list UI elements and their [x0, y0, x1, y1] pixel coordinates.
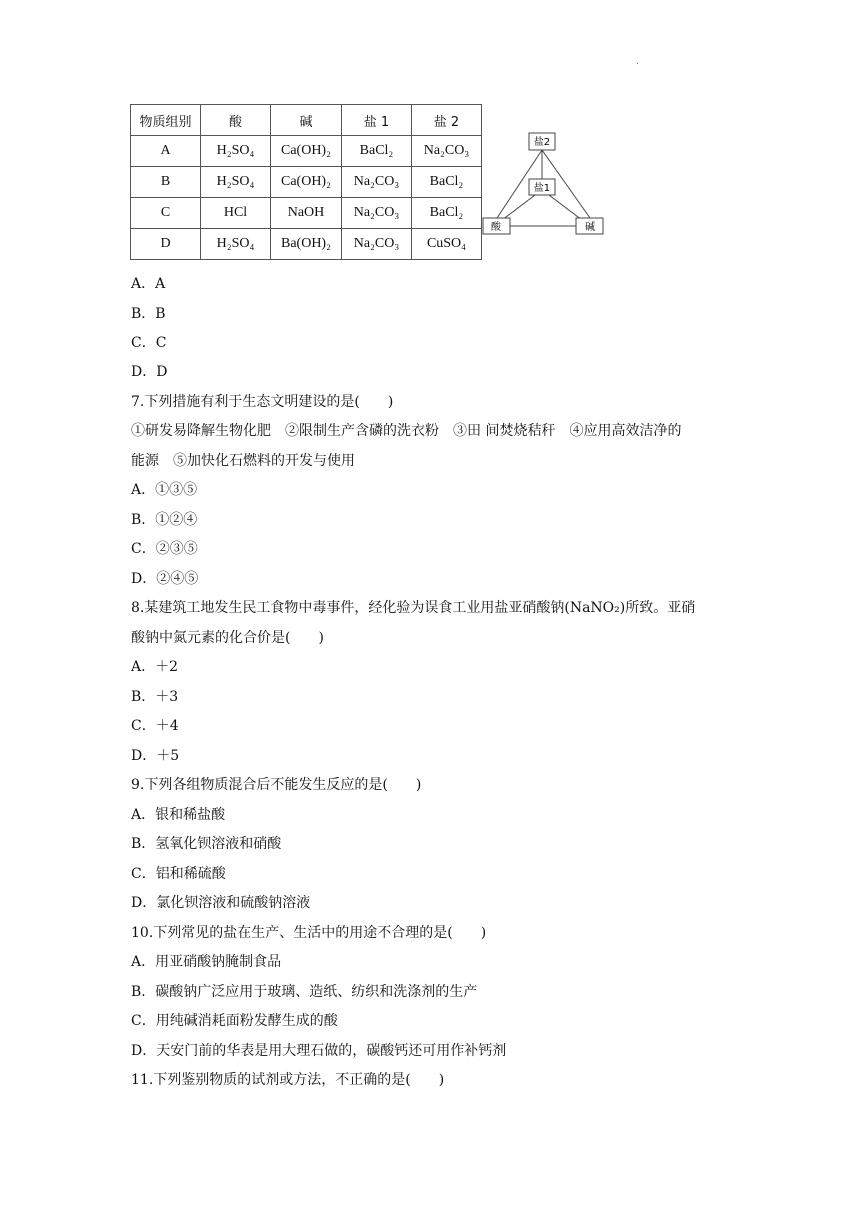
q9-option-a: A．银和稀盐酸: [131, 807, 226, 823]
q10-stem: 10.下列常见的盐在生产、生活中的用途不合理的是( ): [131, 925, 487, 941]
q9-option-c: C．铝和稀硫酸: [131, 866, 226, 882]
column-header: 盐 2: [412, 105, 482, 136]
table-header-row: [131, 105, 482, 136]
table-cell: CuSO₄: [412, 229, 482, 260]
table-cell: H₂SO₄: [201, 229, 271, 260]
q6-option-b: B．B: [131, 306, 166, 322]
table-cell: H₂SO₄: [201, 167, 271, 198]
q7-option-b: B．①②④: [131, 512, 198, 528]
q6-option-a: A．A: [131, 276, 166, 292]
q10-option-c: C．用纯碱消耗面粉发酵生成的酸: [131, 1013, 338, 1029]
q8-stem-line2: 酸钠中氮元素的化合价是( ): [131, 630, 324, 646]
q7-option-a: A．①③⑤: [131, 482, 198, 498]
q9-option-d: D．氯化钡溶液和硫酸钠溶液: [131, 895, 311, 911]
table-cell: BaCl₂: [412, 198, 482, 229]
q9-option-b: B．氢氧化钡溶液和硝酸: [131, 836, 282, 852]
table-row: [131, 198, 482, 229]
table-cell: D: [131, 229, 201, 260]
reagent-table: [130, 104, 482, 260]
table-cell: HCl: [201, 198, 271, 229]
q8-option-d: D．＋5: [131, 748, 180, 764]
table-cell: Na₂CO₃: [342, 167, 412, 198]
table-row: [131, 229, 482, 260]
table-cell: Ba(OH)₂: [271, 229, 342, 260]
q8-option-b: B．＋3: [131, 689, 179, 705]
table-cell: BaCl₂: [412, 167, 482, 198]
column-header: 物质组别: [131, 105, 201, 136]
q7-option-c: C．②③⑤: [131, 541, 198, 557]
page-mark: .: [636, 56, 639, 67]
table-row: [131, 167, 482, 198]
q9-stem: 9.下列各组物质混合后不能发生反应的是( ): [131, 777, 422, 793]
q10-option-d: D．天安门前的华表是用大理石做的，碳酸钙还可用作补钙剂: [131, 1043, 507, 1059]
node-acid-label: 酸: [491, 222, 501, 233]
table-cell: BaCl₂: [342, 136, 412, 167]
table-cell: Ca(OH)₂: [271, 167, 342, 198]
column-header: 碱: [271, 105, 342, 136]
q6-option-c: C．C: [131, 335, 167, 351]
q10-option-b: B．碳酸钠广泛应用于玻璃、造纸、纺织和洗涤剂的生产: [131, 984, 478, 1000]
q8-option-a: A．＋2: [131, 659, 179, 675]
edge-salt1-base: [549, 195, 582, 220]
q11-stem: 11.下列鉴别物质的试剂或方法，不正确的是( ): [131, 1072, 445, 1088]
q8-option-c: C．＋4: [131, 718, 179, 734]
table-row: [131, 136, 482, 167]
table-cell: B: [131, 167, 201, 198]
table-cell: C: [131, 198, 201, 229]
table-cell: H₂SO₄: [201, 136, 271, 167]
table-cell: Na₂CO₃: [342, 229, 412, 260]
table-cell: Ca(OH)₂: [271, 136, 342, 167]
node-salt1-label: 盐1: [533, 183, 551, 194]
q6-option-d: D．D: [131, 364, 168, 380]
q8-stem-line1: 8.某建筑工地发生民工食物中毒事件，经化验为误食工业用盐亚硝酸钠(NaNO₂)所致。亚硝: [131, 600, 696, 616]
q7-statement-line1: ①研发易降解生物化肥 ②限制生产含磷的洗衣粉 ③田 间焚烧秸秆 ④应用高效洁净的: [131, 423, 682, 439]
reaction-diagram: [480, 128, 610, 240]
q7-statement-line2: 能源 ⑤加快化石燃料的开发与使用: [131, 453, 355, 469]
node-salt2-label: 盐2: [533, 137, 551, 148]
column-header: 盐 1: [342, 105, 412, 136]
table-cell: NaOH: [271, 198, 342, 229]
table-cell: Na₂CO₃: [342, 198, 412, 229]
table-cell: A: [131, 136, 201, 167]
q7-option-d: D．②④⑤: [131, 571, 199, 587]
column-header: 酸: [201, 105, 271, 136]
edge-salt1-acid: [502, 195, 535, 220]
table-cell: Na₂CO₃: [412, 136, 482, 167]
q10-option-a: A．用亚硝酸钠腌制食品: [131, 954, 282, 970]
q7-stem: 7.下列措施有利于生态文明建设的是( ): [131, 394, 394, 410]
node-base-label: 碱: [585, 222, 595, 233]
